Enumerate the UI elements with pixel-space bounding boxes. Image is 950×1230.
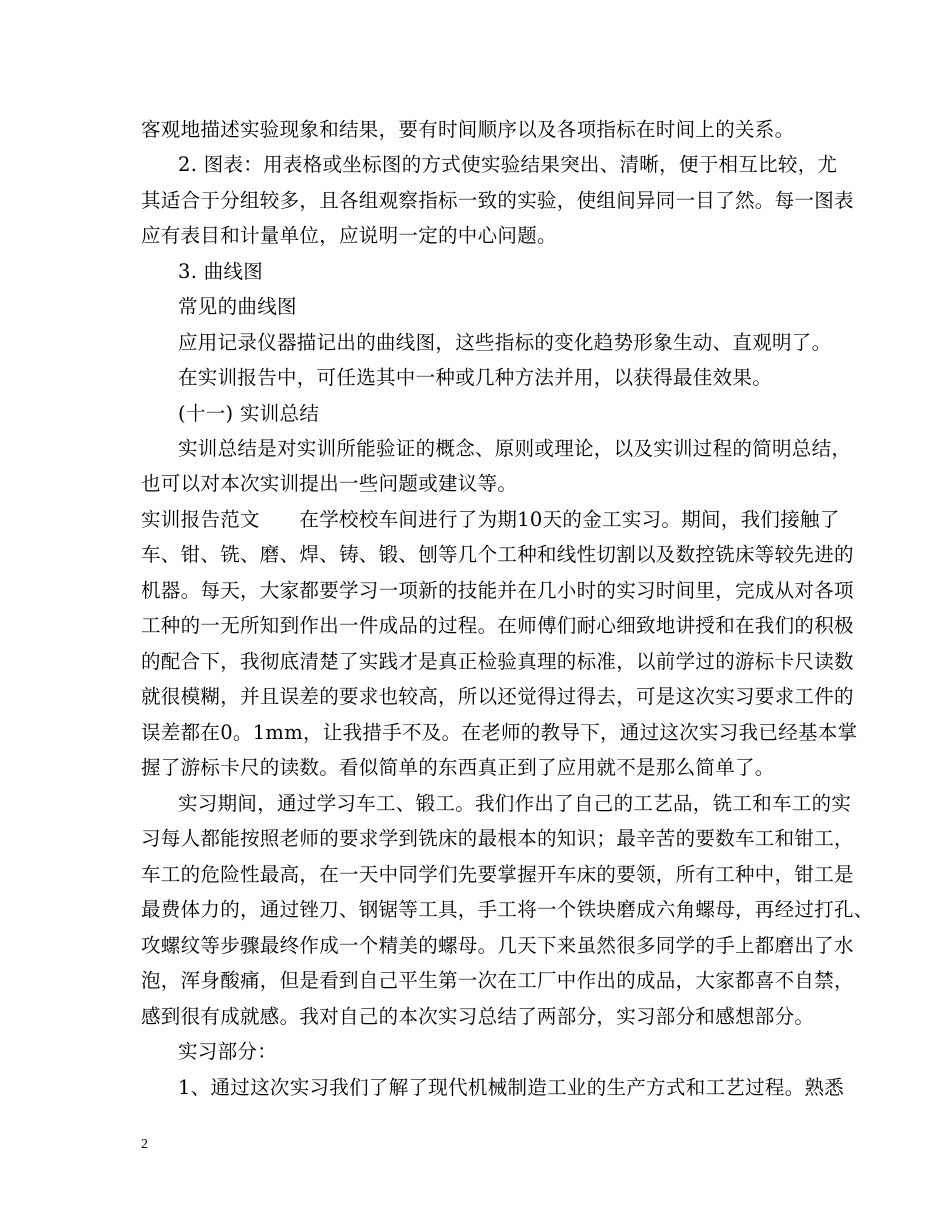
section-heading: 实习部分：	[178, 1040, 278, 1063]
section-heading: (十一) 实训总结	[178, 402, 320, 425]
text-line: 也可以对本次实训提出一些问题或建议等。	[141, 472, 518, 495]
text-line: 攻螺纹等步骤最终作成一个精美的螺母。几天下来虽然很多同学的手上都磨出了水	[141, 934, 854, 957]
section-heading: 3. 曲线图	[178, 260, 264, 283]
text-line: 最费体力的，通过锉刀、钢锯等工具，手工将一个铁块磨成六角螺母，再经过打孔、	[141, 898, 874, 921]
page-number: 2	[141, 1137, 148, 1152]
text-line: 应有表目和计量单位，应说明一定的中心问题。	[141, 224, 557, 247]
text-line: 误差都在0。1mm，让我措手不及。在老师的教导下，通过这次实习我已经基本掌	[141, 721, 858, 744]
text-line: 习每人都能按照老师的要求学到铣床的最根本的知识；最辛苦的要数车工和钳工，	[141, 827, 854, 850]
text-line: 感到很有成就感。我对自己的本次实习总结了两部分，实习部分和感想部分。	[141, 1005, 815, 1028]
text-line: 泡，浑身酸痛，但是看到自己平生第一次在工厂中作出的成品，大家都喜不自禁，	[141, 969, 854, 992]
text-line: 机器。每天，大家都要学习一项新的技能并在几小时的实习时间里，完成从对各项	[141, 579, 854, 602]
text-line: 实训报告范文 在学校校车间进行了为期10天的金工实习。期间，我们接触了	[141, 508, 840, 531]
text-line: 常见的曲线图	[178, 295, 297, 318]
text-line: 车、钳、铣、磨、焊、铸、锻、刨等几个工种和线性切割以及数控铣床等较先进的	[141, 543, 854, 566]
text-line: 就很模糊，并且误差的要求也较高，所以还觉得过得去，可是这次实习要求工件的	[141, 685, 854, 708]
text-line: 握了游标卡尺的读数。看似简单的东西真正到了应用就不是那么简单了。	[141, 756, 775, 779]
text-line: 车工的危险性最高，在一天中同学们先要掌握开车床的要领，所有工种中，钳工是	[141, 863, 854, 886]
text-line: 其适合于分组较多，且各组观察指标一致的实验，使组间异同一目了然。每一图表	[141, 189, 854, 212]
text-line: 在实训报告中，可任选其中一种或几种方法并用，以获得最佳效果。	[178, 366, 773, 389]
text-line: 实训总结是对实训所能验证的概念、原则或理论，以及实训过程的简明总结，	[178, 437, 852, 460]
text-line: 客观地描述实验现象和结果，要有时间顺序以及各项指标在时间上的关系。	[141, 118, 795, 141]
text-line: 工种的一无所知到作出一件成品的过程。在师傅们耐心细致地讲授和在我们的积极	[141, 614, 854, 637]
text-line: 的配合下，我彻底清楚了实践才是真正检验真理的标准，以前学过的游标卡尺读数	[141, 650, 854, 673]
text-line: 1、通过这次实习我们了解了现代机械制造工业的生产方式和工艺过程。熟悉	[178, 1076, 845, 1099]
text-line: 2. 图表：用表格或坐标图的方式使实验结果突出、清晰，便于相互比较，尤	[178, 153, 838, 176]
text-line: 实习期间，通过学习车工、锻工。我们作出了自己的工艺品，铣工和车工的实	[178, 792, 852, 815]
text-line: 应用记录仪器描记出的曲线图，这些指标的变化趋势形象生动、直观明了。	[178, 331, 832, 354]
